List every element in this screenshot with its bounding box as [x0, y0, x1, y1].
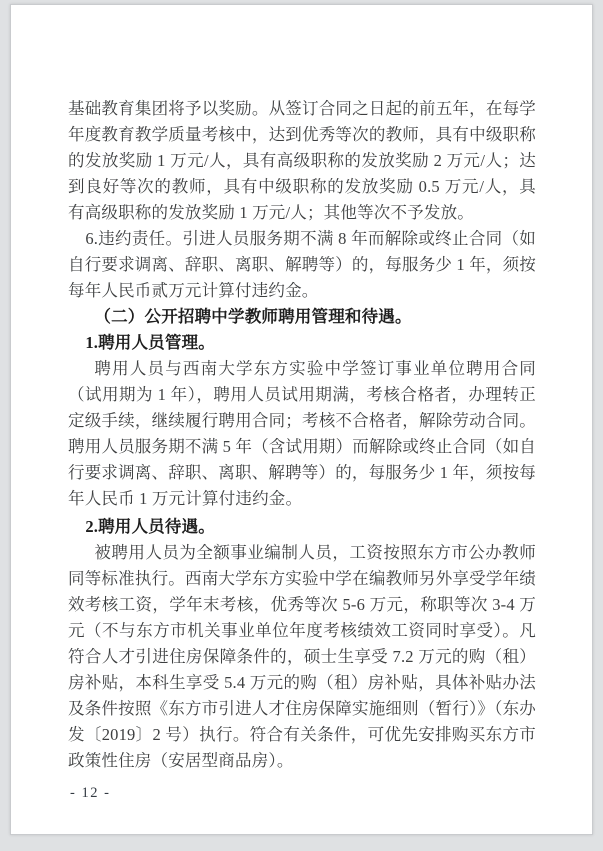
document-body	[11, 5, 592, 774]
paragraph-personnel-management: 聘用人员与西南大学东方实验中学签订事业单位聘用合同（试用期为 1 年），聘用人员试用期满，考核合格者，办理转正定级手续，继续履行聘用合同；考核不合格者，解除劳动合同。聘用人员服务期不满 5 年（含试用期）而解除或终止合同（如自行要求调离、辞职、离职、解聘等）的，每服务少 1 年，须按每年人民币 1 万元计算付违约金。	[68, 359, 536, 508]
heading-1-personnel-management: 1.聘用人员管理。	[85, 333, 215, 352]
paragraph-personnel-benefits: 被聘用人员为全额事业编制人员，工资按照东方市公办教师同等标准执行。西南大学东方实验中学在编教师另外享受学年绩效考核工资，学年末考核，优秀等次 5-6 万元，称职等次 3-4 万元（不与东方市机关事业单位年度考核绩效工资同时享受）。凡符合人才引进住房保障条件的，硕士生享受 7.2 万元的购（租）房补贴，本科生享受 5.4 万元的购（租）房补贴，具体补贴办法及条件按照《东方市引进人才住房保障实施细则（暂行）》（东办发〔2019〕2 号）执行。符合有关条件，可优先安排购买东方市政策性住房（安居型商品房）。	[68, 543, 536, 770]
page-number: - 12 -	[70, 785, 111, 801]
heading-section-2-recruitment: （二）公开招聘中学教师聘用管理和待遇。	[94, 307, 412, 326]
heading-2-personnel-benefits: 2.聘用人员待遇。	[85, 517, 215, 536]
paragraph-reward-continuation: 基础教育集团将予以奖励。从签订合同之日起的前五年，在每学年度教育教学质量考核中，达到优秀等次的教师，具有中级职称的发放奖励 1 万元/人，具有高级职称的发放奖励 2 万元/人；达到良好等次的教师，具有中级职称的发放奖励 0.5 万元/人，具有高级职称的发放奖励 1 万元/人；其他等次不予发放。	[68, 99, 536, 222]
paragraph-breach-of-contract: 6.违约责任。引进人员服务期不满 8 年而解除或终止合同（如自行要求调离、辞职、离职、解聘等）的，每服务少 1 年，须按每年人民币贰万元计算付违约金。	[68, 229, 536, 300]
document-page	[10, 4, 593, 835]
page-footer	[70, 784, 110, 802]
